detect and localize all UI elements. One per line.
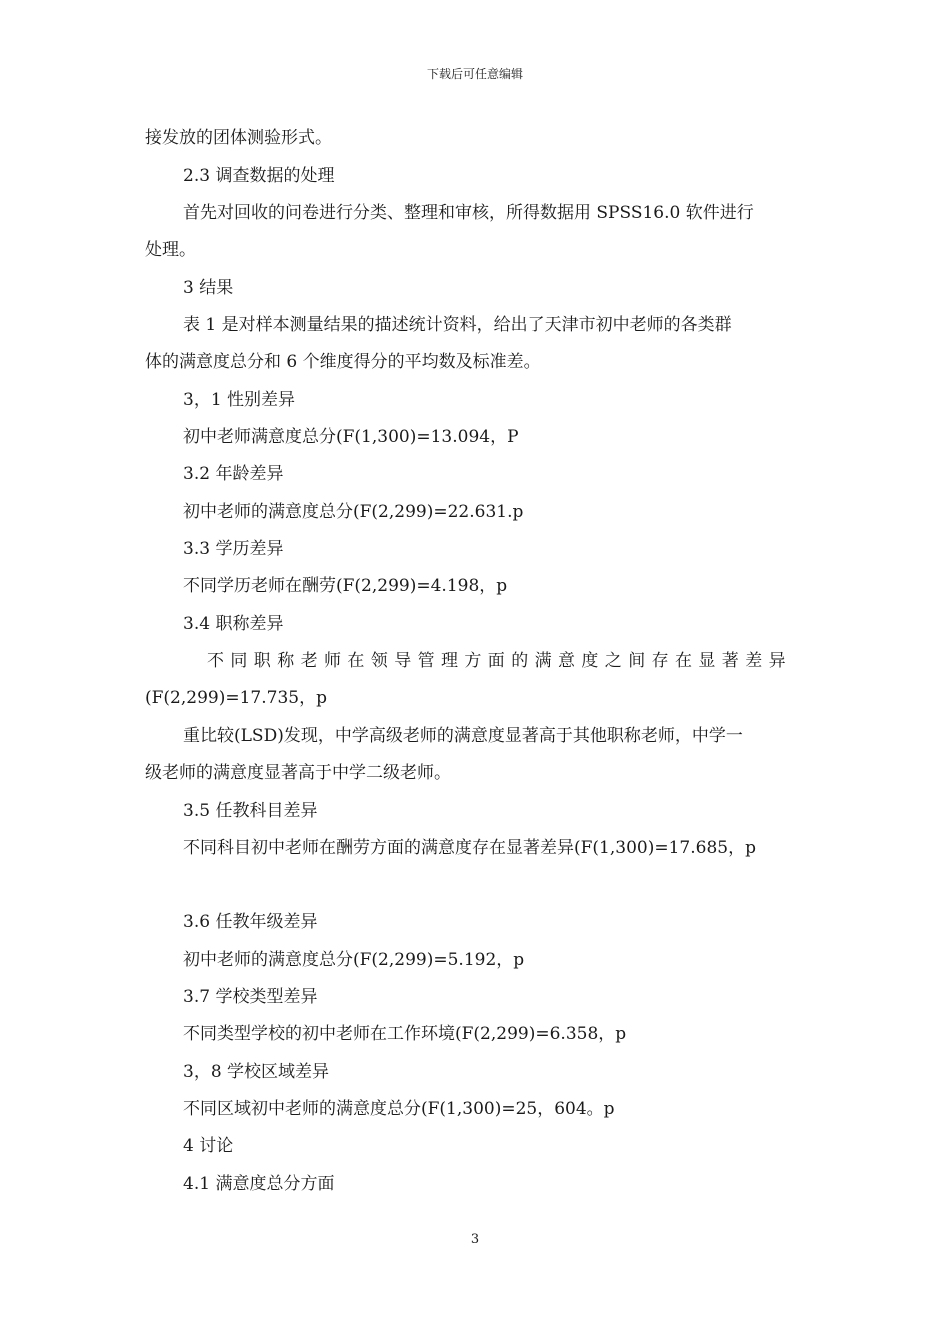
section-heading: 3.7 学校类型差异 xyxy=(183,987,318,1007)
text-line: 初中老师的满意度总分(F(2,299)=22.631.p xyxy=(183,502,524,522)
text-line: 表 1 是对样本测量结果的描述统计资料，给出了天津市初中老师的各类群 xyxy=(183,315,732,335)
text-line: 首先对回收的问卷进行分类、整理和审核，所得数据用 SPSS16.0 软件进行 xyxy=(183,203,754,223)
page-number: 3 xyxy=(470,1232,480,1247)
section-heading: 4.1 满意度总分方面 xyxy=(183,1174,335,1194)
text-line: 初中老师满意度总分(F(1,300)=13.094，P xyxy=(183,427,519,447)
text-line: 处理。 xyxy=(145,240,196,260)
text-line: 不同类型学校的初中老师在工作环境(F(2,299)=6.358，p xyxy=(183,1024,627,1044)
text-line: 体的满意度总分和 6 个维度得分的平均数及标准差。 xyxy=(145,352,541,372)
section-heading: 3.2 年龄差异 xyxy=(183,464,284,484)
text-line: 不同学历老师在酬劳(F(2,299)=4.198，p xyxy=(183,576,508,596)
section-heading: 3，1 性别差异 xyxy=(183,390,296,410)
text-line: 不同科目初中老师在酬劳方面的满意度存在显著差异(F(1,300)=17.685，p xyxy=(183,838,756,858)
page-header: 下载后可任意编辑 xyxy=(426,67,523,81)
text-line: 重比较(LSD)发现，中学高级老师的满意度显著高于其他职称老师，中学一 xyxy=(183,726,743,746)
text-line: 不同职称老师在领导管理方面的满意度之间存在显著差异 xyxy=(207,651,792,671)
text-line: (F(2,299)=17.735，p xyxy=(145,688,327,708)
section-heading: 4 讨论 xyxy=(183,1136,234,1156)
section-heading: 3 结果 xyxy=(183,278,234,298)
section-heading: 3.6 任教年级差异 xyxy=(183,912,318,932)
text-line: 接发放的团体测验形式。 xyxy=(145,128,332,148)
text-line: 级老师的满意度显著高于中学二级老师。 xyxy=(145,763,451,783)
section-heading: 3，8 学校区域差异 xyxy=(183,1062,330,1082)
section-heading: 3.3 学历差异 xyxy=(183,539,284,559)
section-heading: 2.3 调查数据的处理 xyxy=(183,166,335,186)
section-heading: 3.5 任教科目差异 xyxy=(183,801,318,821)
text-line: 不同区域初中老师的满意度总分(F(1,300)=25，604。p xyxy=(183,1099,615,1119)
section-heading: 3.4 职称差异 xyxy=(183,614,284,634)
text-line: 初中老师的满意度总分(F(2,299)=5.192，p xyxy=(183,950,525,970)
